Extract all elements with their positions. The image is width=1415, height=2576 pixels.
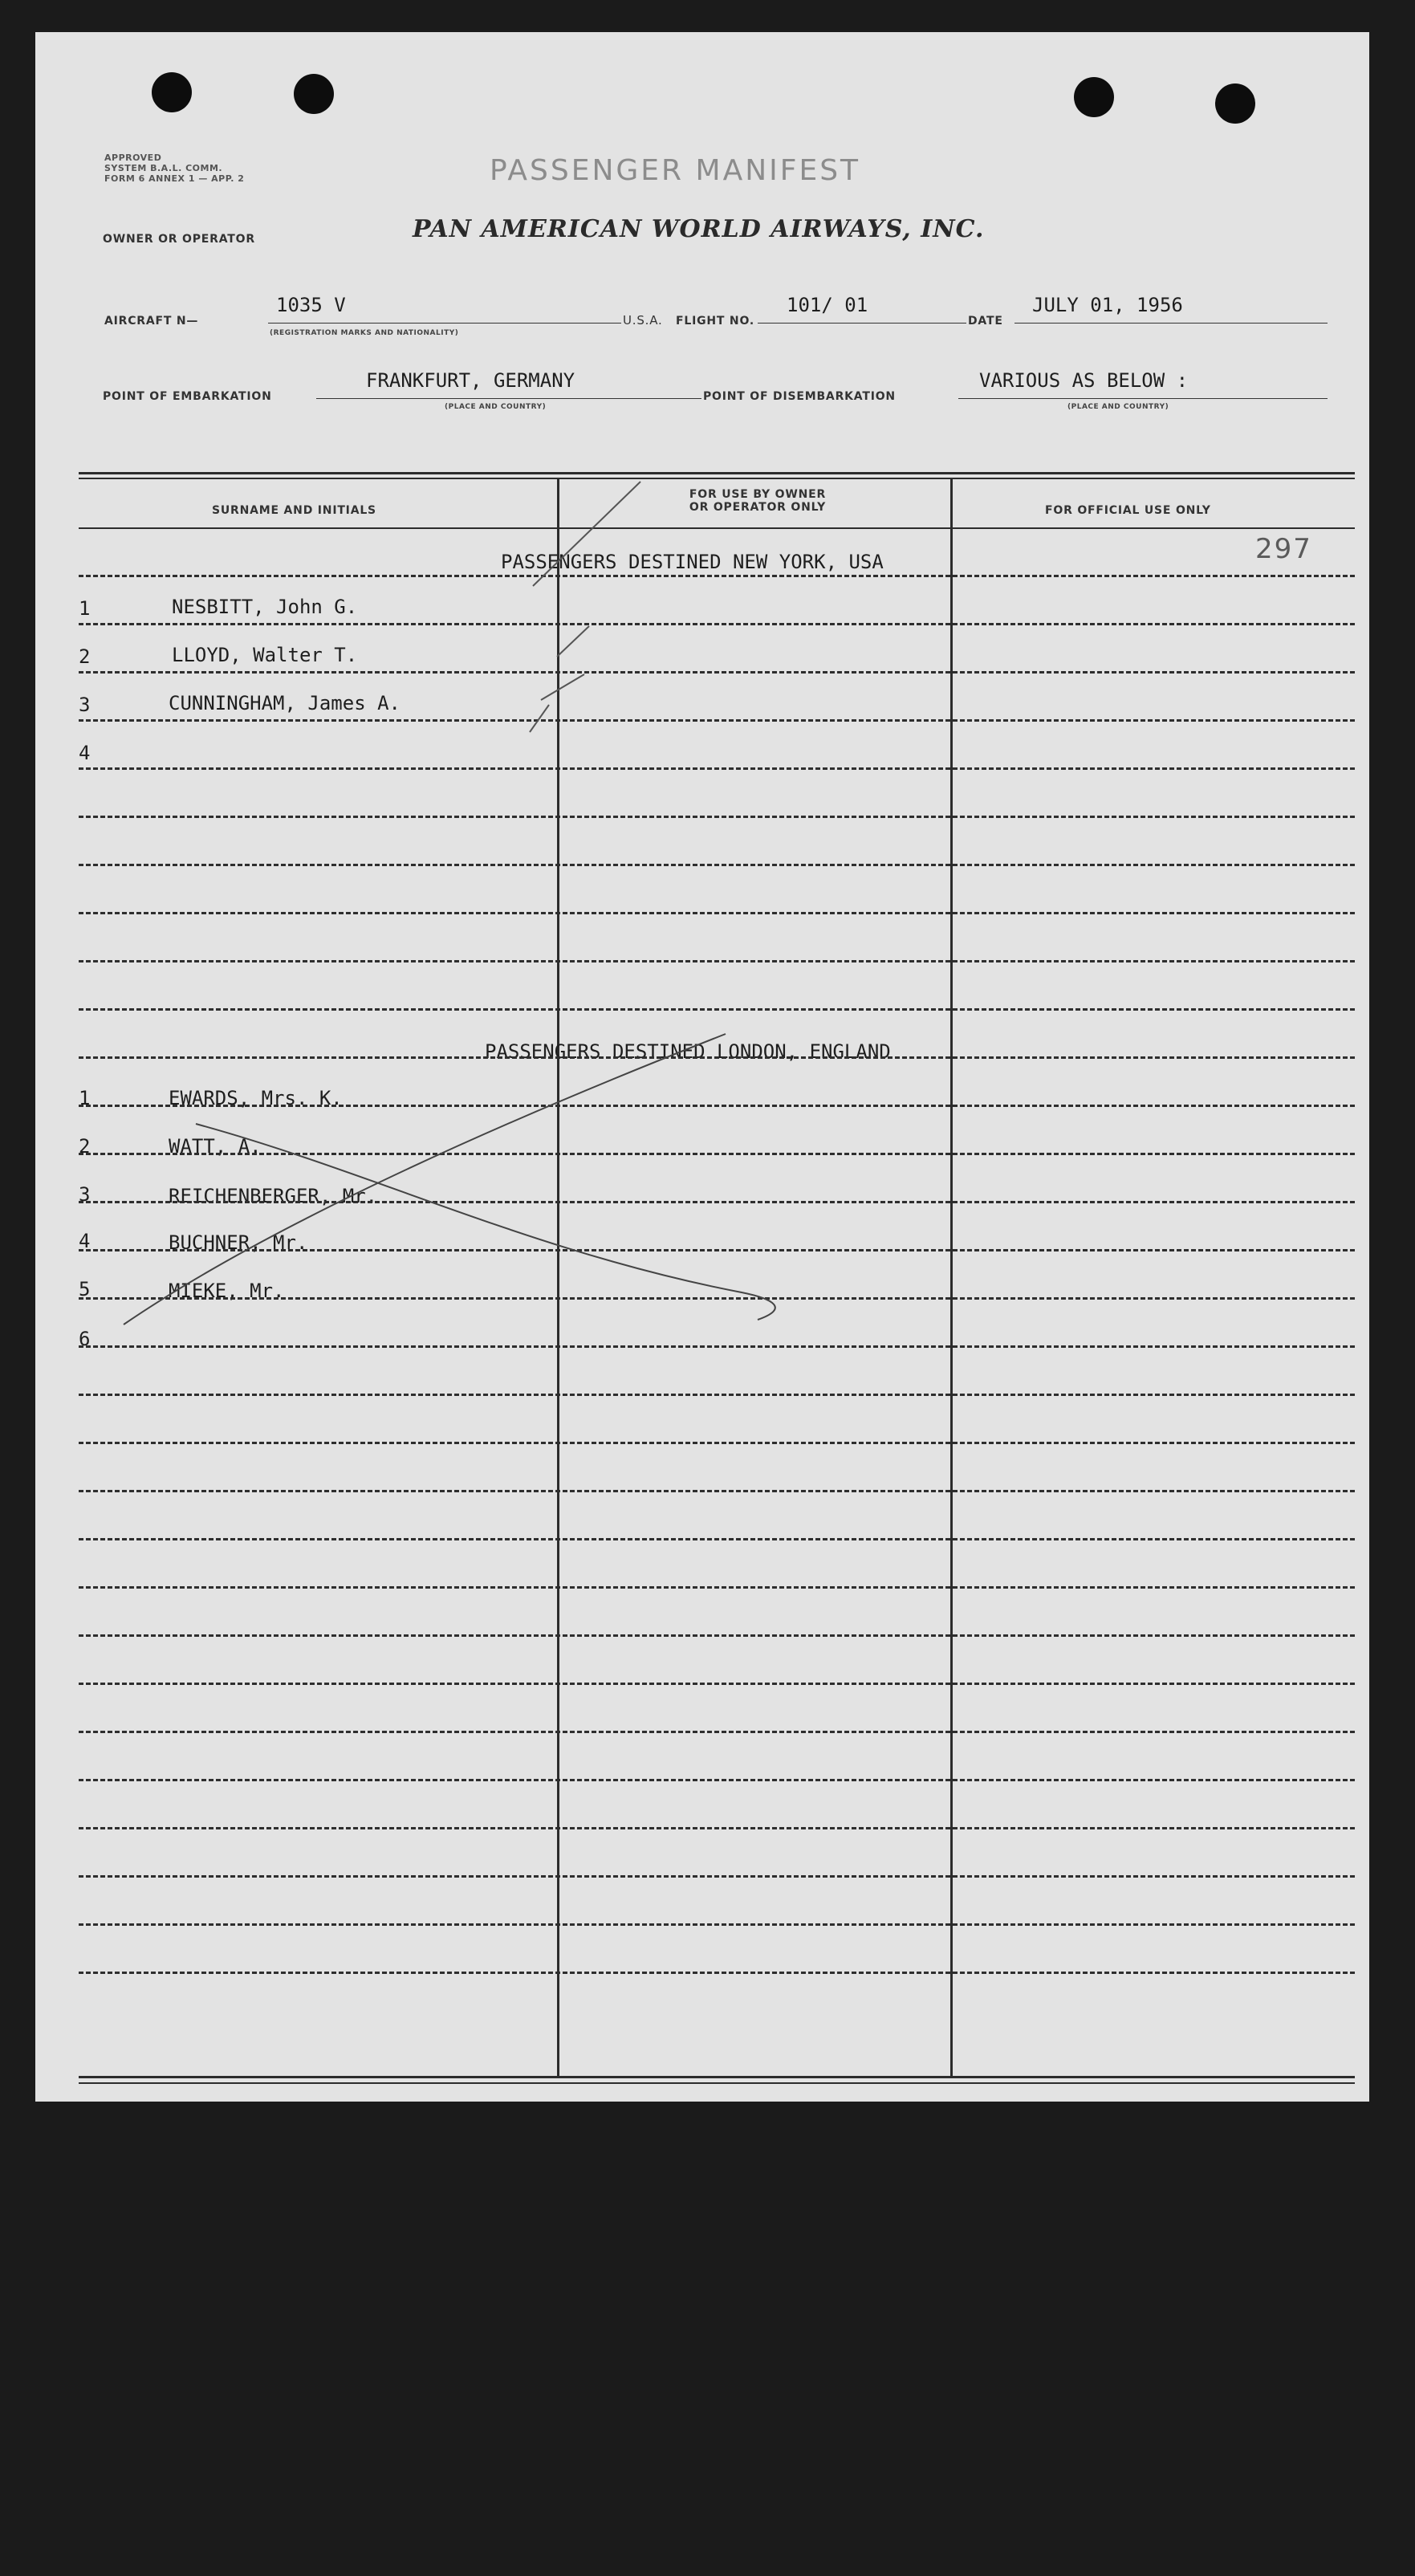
passenger-name: MIEKE, Mr. (169, 1280, 285, 1302)
cross-stroke (124, 1034, 726, 1325)
flight-number: 101/ 01 (787, 294, 868, 316)
row-number: 1 (79, 1087, 91, 1109)
approval-line: SYSTEM B.A.L. COMM. (104, 163, 223, 173)
passenger-name: WATT, A. (169, 1135, 262, 1158)
row-number: 4 (79, 1230, 91, 1252)
cross-stroke (196, 1124, 775, 1320)
row-number: 1 (79, 597, 91, 620)
aircraft-value: 1035 V (276, 294, 346, 316)
passenger-name: LLOYD, Walter T. (172, 644, 358, 666)
place-caption: (PLACE AND COUNTRY) (1067, 403, 1169, 411)
place-caption: (PLACE AND COUNTRY) (445, 403, 547, 411)
aircraft-label: AIRCRAFT N— (104, 315, 199, 328)
row-number: 2 (79, 1135, 91, 1158)
official-number: 297 (1255, 533, 1312, 565)
column-header-line: OR OPERATOR ONLY (689, 501, 827, 514)
embarkation-value: FRANKFURT, GERMANY (366, 369, 575, 392)
embarkation-label: POINT OF EMBARKATION (103, 390, 272, 403)
column-header-surname: SURNAME AND INITIALS (212, 504, 376, 517)
passenger-name: NESBITT, John G. (172, 596, 358, 618)
group-heading-new-york: PASSENGERS DESTINED NEW YORK, USA (501, 551, 884, 573)
pencil-marks (35, 32, 1369, 2102)
row-number: 3 (79, 1183, 91, 1206)
row-number: 3 (79, 694, 91, 716)
approval-line: FORM 6 ANNEX 1 — APP. 2 (104, 173, 245, 184)
row-number: 5 (79, 1278, 91, 1300)
row-number: 2 (79, 645, 91, 668)
row-number: 4 (79, 742, 91, 764)
check-mark (533, 482, 640, 586)
passenger-name: REICHENBERGER, Mr. (169, 1185, 378, 1207)
column-header-official: FOR OFFICIAL USE ONLY (1045, 504, 1211, 517)
page-title: PASSENGER MANIFEST (490, 154, 861, 187)
passenger-name: CUNNINGHAM, James A. (169, 692, 401, 714)
usa-label: U.S.A. (623, 313, 663, 328)
check-mark (530, 705, 549, 732)
passenger-name: BUCHNER, Mr. (169, 1231, 308, 1254)
company-name: PAN AMERICAN WORLD AIRWAYS, INC. (413, 215, 985, 243)
owner-label: OWNER OR OPERATOR (103, 233, 255, 246)
row-number: 6 (79, 1328, 91, 1350)
disembarkation-label: POINT OF DISEMBARKATION (703, 390, 896, 403)
disembarkation-value: VARIOUS AS BELOW : (979, 369, 1189, 392)
registration-caption: (REGISTRATION MARKS AND NATIONALITY) (270, 329, 459, 337)
check-mark (541, 674, 584, 700)
check-mark (557, 626, 589, 657)
column-header-line: FOR USE BY OWNER (689, 488, 827, 501)
passenger-name: EWARDS, Mrs. K. (169, 1087, 343, 1109)
approval-line: APPROVED (104, 153, 162, 163)
date-label: DATE (968, 315, 1003, 328)
group-heading-london: PASSENGERS DESTINED LONDON, ENGLAND (485, 1040, 891, 1063)
manifest-page (35, 32, 1369, 2102)
flight-label: FLIGHT NO. (676, 315, 754, 328)
date-value: JULY 01, 1956 (1032, 294, 1183, 316)
